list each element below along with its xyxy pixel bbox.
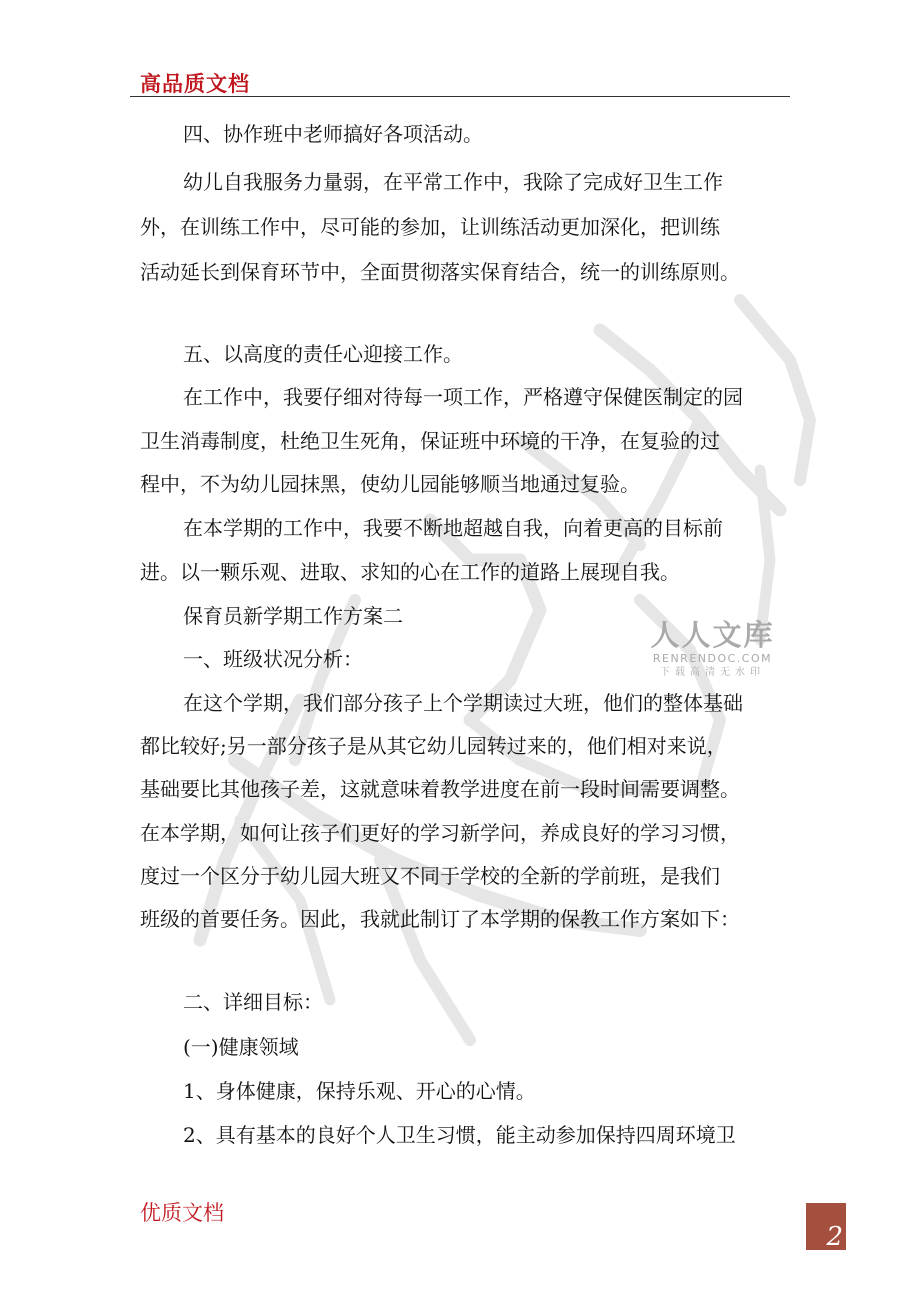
body-line: 班级的首要任务。因此，我就此制订了本学期的保教工作方案如下：: [140, 907, 740, 931]
logo-main-text: 人人文库: [650, 618, 775, 652]
body-line: 一、班级状况分析：: [183, 647, 363, 671]
body-line: 2、具有基本的良好个人卫生习惯，能主动参加保持四周环境卫: [183, 1123, 736, 1147]
body-line: 五、以高度的责任心迎接工作。: [183, 342, 463, 366]
body-line: 在本学期，如何让孩子们更好的学习新学问，养成良好的学习习惯，: [140, 821, 740, 845]
logo-small-text: 下载高清无水印: [660, 667, 765, 678]
body-line: 在本学期的工作中，我要不断地超越自我，向着更高的目标前: [183, 516, 723, 540]
body-line: 程中，不为幼儿园抹黑，使幼儿园能够顺当地通过复验。: [140, 472, 640, 496]
page-number: 2: [826, 1222, 843, 1252]
body-line: 幼儿自我服务力量弱，在平常工作中，我除了完成好卫生工作: [183, 170, 723, 194]
body-line: 进。以一颗乐观、进取、求知的心在工作的道路上展现自我。: [140, 560, 680, 584]
header-rule: [130, 96, 790, 97]
body-line: 在这个学期，我们部分孩子上个学期读过大班，他们的整体基础: [183, 691, 743, 715]
body-line: 基础要比其他孩子差，这就意味着教学进度在前一段时间需要调整。: [140, 777, 740, 801]
header-title: 高品质文档: [140, 72, 250, 96]
watermark-stroke: [740, 300, 810, 480]
body-line: 在工作中，我要仔细对待每一项工作，严格遵守保健医制定的园: [183, 385, 743, 409]
body-line: 活动延长到保育环节中，全面贯彻落实保育结合，统一的训练原则。: [140, 260, 740, 284]
renrendoc-watermark-logo: [645, 618, 780, 690]
body-line: 度过一个区分于幼儿园大班又不同于学校的全新的学前班，是我们: [140, 864, 720, 888]
body-line: 1、身体健康，保持乐观、开心的心情。: [183, 1079, 536, 1103]
logo-sub-text: RENRENDOC.COM: [652, 652, 773, 665]
page-number-badge: [806, 1203, 846, 1250]
body-line: 卫生消毒制度，杜绝卫生死角，保证班中环境的干净，在复验的过: [140, 429, 720, 453]
watermark-stroke: [760, 470, 770, 640]
body-line: 保育员新学期工作方案二: [183, 604, 403, 628]
body-line: 都比较好;另一部分孩子是从其它幼儿园转过来的，他们相对来说，: [140, 734, 727, 758]
body-line: 外，在训练工作中，尽可能的参加，让训练活动更加深化，把训练: [140, 215, 720, 239]
footer-title: 优质文档: [140, 1201, 224, 1225]
body-line: 二、详细目标：: [183, 990, 323, 1014]
body-line: 四、协作班中老师搞好各项活动。: [183, 122, 483, 146]
body-line: (一)健康领域: [183, 1035, 299, 1059]
